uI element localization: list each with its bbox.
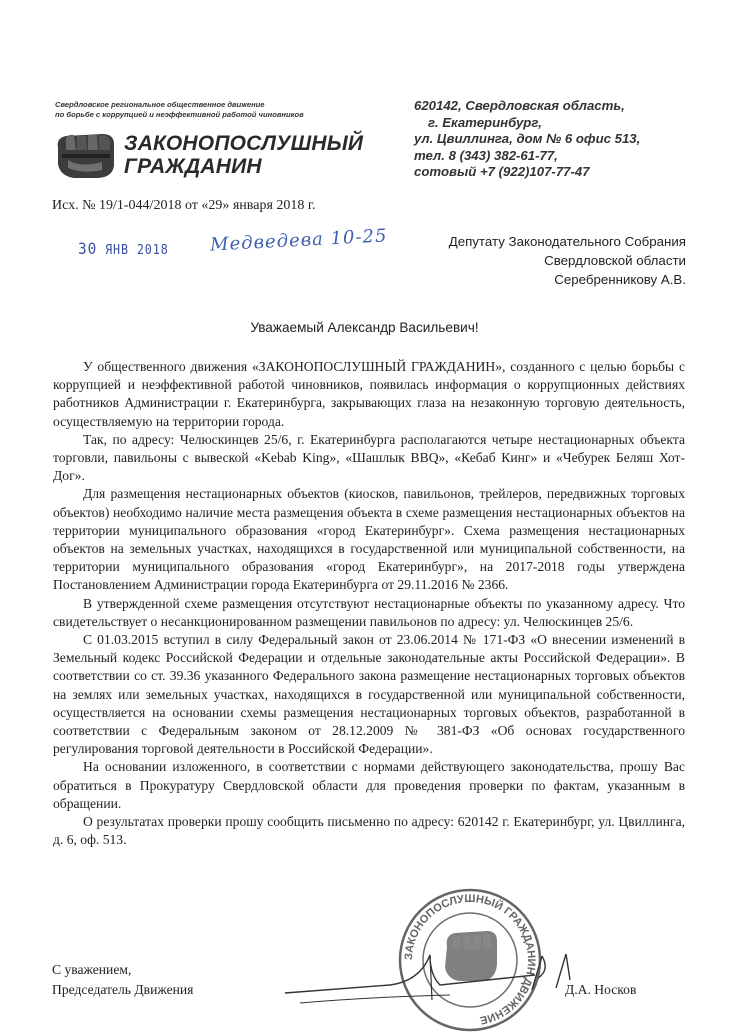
contact-line: г. Екатеринбург, (428, 114, 542, 130)
body-paragraph: У общественного движения «ЗАКОНОПОСЛУШНЫЙ ГРАЖДАНИН», созданного с целью борьбы с коррупцией и неэффективной работой чиновников, появилась информация о коррупционных действиях работников Администрации г. Екатеринбурга, закрывающих глаза на незаконную торговую деятельность, осуществляемую на территории города. (53, 359, 685, 429)
body-paragraph: На основании изложенного, в соответствии с нормами действующего законодательства, прошу Вас обратиться в Прокуратуру Свердловской области для проведения проверки по фактам, указанным в обращении. (53, 759, 685, 811)
closing-position: Председатель Движения (52, 982, 194, 997)
contact-line: тел. 8 (343) 382-61-77, (414, 147, 558, 163)
contact-line: ул. Цвиллинга, дом № 6 офис 513, (414, 131, 641, 146)
body-paragraph: Так, по адресу: Челюскинцев 25/6, г. Екатеринбурга располагаются четыре нестационарных объекта торговли, павильоны с вывеской «Kebab King», «Шашлык BBQ», «Кебаб Кинг» и «Чебурек Беляш Хот-Дог». (53, 431, 685, 484)
logo-line-1: ЗАКОНОПОСЛУШНЫЙ (124, 132, 364, 155)
handwritten-note: Медведева 10-25 (209, 225, 388, 256)
closing-regards: С уважением, (52, 962, 132, 977)
closing-block (52, 960, 193, 1000)
addressee-block (416, 232, 686, 289)
body-paragraph: Для размещения нестационарных объектов (киосков, павильонов, трейлеров, передвижных торговых объектов) необходимо наличие места размещения объекта в схеме размещения нестационарных объектов на территории муниципального образования «город Екатеринбург». Схема размещения нестационарных объектов на земельных участках, находящихся в государственной или муниципальной собственности, на территории муниципального образования «город Екатеринбург», на 2017-2018 годы утверждена Постановлением Администрации города Екатеринбурга от 29.11.2016 № 2366. (53, 486, 685, 593)
org-description (55, 100, 355, 120)
stamp-month: ЯНВ (105, 243, 129, 258)
body-paragraph: В утвержденной схеме размещения отсутствуют нестационарные объекты по указанному адресу. Что свидетельствует о несанкционированном размещении павильонов по адресу: ул. Челюскинцев 25/6. (53, 595, 685, 629)
logo-line-2: ГРАЖДАНИН (124, 155, 262, 178)
org-line-2: по борьбе с коррупцией и неэффективной работой чиновников (55, 110, 304, 119)
contact-block (414, 98, 640, 181)
signer-name: Д.А. Носков (565, 982, 637, 997)
contact-line: сотовый +7 (922)107-77-47 (414, 164, 590, 179)
addressee-line: Серебренникову А.В. (554, 272, 686, 287)
greeting: Уважаемый Александр Васильевич! (250, 320, 479, 335)
body-paragraph: С 01.03.2015 вступил в силу Федеральный закон от 23.06.2014 № 171-ФЗ «О внесении изменений в Земельный кодекс Российской Федерации и отдельные законодательные акты Российской Федерации». В соответствии со ст. 39.36 указанного Федерального закона размещение нестационарных торговых объектов на землях или земельных участках, находящихся в государственной или муниципальной собственности, осуществляется на основании схемы размещения нестационарных торговых объектов, разработанной в соответствии с Федеральным законом от 28.12.2009 № 381-ФЗ «Об основах государственного регулирования торговой деятельности в Российской Федерации». (53, 632, 685, 757)
addressee-line: Депутату Законодательного Собрания (448, 234, 686, 249)
stamp-year: 2018 (136, 243, 169, 258)
logo-wordmark (124, 132, 363, 178)
body-paragraph: О результатах проверки прошу сообщить письменно по адресу: 620142 г. Екатеринбург, ул. Цвиллинга, д. 6, оф. 513. (53, 814, 685, 848)
svg-text:ЗАКОНОПОСЛУШНЫЙ ГРАЖДАНИН ДВИЖ: ЗАКОНОПОСЛУШНЫЙ ГРАЖДАНИН ДВИЖЕНИЕ (402, 892, 538, 1027)
received-date-stamp (78, 239, 169, 258)
fist-logo-icon (52, 128, 120, 182)
addressee-line: Свердловской области (544, 253, 686, 268)
signature-stroke (280, 945, 540, 1015)
outgoing-reference: Исх. № 19/1-044/2018 от «29» января 2018 г. (52, 198, 316, 213)
stamp-day: 30 (78, 239, 98, 258)
contact-line: 620142, Свердловская область, (414, 98, 625, 113)
letter-body (53, 358, 685, 849)
org-line-1: Свердловское региональное общественное движение (55, 100, 265, 109)
